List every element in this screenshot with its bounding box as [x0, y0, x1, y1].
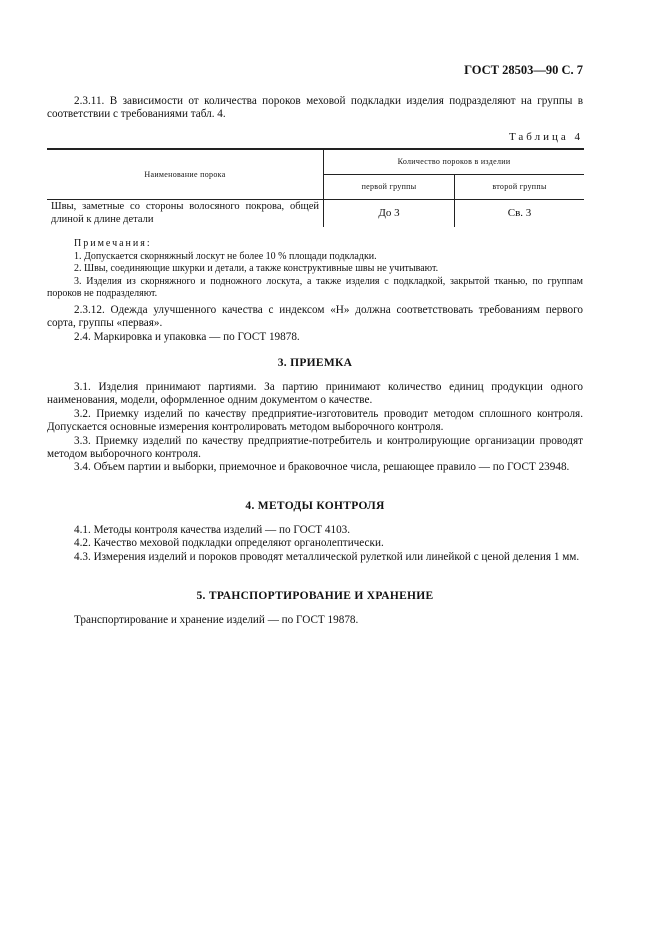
table-4 [47, 148, 584, 227]
section-3-paragraph: 3.1. Изделия принимают партиями. За партию принимают количество единиц продукции одного наименования, модели, оформленное одним документом о качестве. [47, 381, 583, 407]
note-item: 3. Изделия из скорняжного и подножного лоскута, а также изделия с подкладкой, закрытой тканью, по группам пороков не подразделяют. [47, 275, 583, 300]
note-item: 2. Швы, соединяющие шкурки и детали, а также конструктивные швы не учитывают. [74, 263, 439, 275]
notes-title: Примечания: [74, 238, 152, 249]
paragraph-2-3-11: 2.3.11. В зависимости от количества пороков меховой подкладки изделия подразделяют на группы в соответствии с требованиями табл. 4. [47, 95, 583, 121]
page-header: ГОСТ 28503—90 С. 7 [464, 63, 583, 77]
section-4-paragraph: 4.1. Методы контроля качества изделий — по ГОСТ 4103. [74, 524, 351, 536]
section-4-title: 4. МЕТОДЫ КОНТРОЛЯ [245, 500, 385, 512]
table-header-group1: первой группы [324, 174, 455, 199]
paragraph-2-3-12: 2.3.12. Одежда улучшенного качества с индексом «Н» должна соответствовать требованиям первого сорта, группы «первая». [47, 304, 583, 330]
table-header-defect: Наименование порока [47, 149, 324, 199]
section-3-paragraph: 3.4. Объем партии и выборки, приемочное и браковочное числа, решающее правило — по ГОСТ 23948. [74, 461, 570, 474]
section-5-title: 5. ТРАНСПОРТИРОВАНИЕ И ХРАНЕНИЕ [196, 590, 434, 602]
section-5-body [47, 614, 583, 627]
table-cell-group2: Св. 3 [455, 199, 585, 227]
section-3-body [47, 381, 583, 475]
notes-block [47, 238, 583, 301]
table-cell-defect: Швы, заметные со стороны волосяного покрова, общей длиной к длине детали [51, 201, 319, 226]
section-3-title: 3. ПРИЕМКА [277, 357, 353, 369]
section-3-paragraph: 3.2. Приемку изделий по качеству предприятие-изготовитель проводит методом сплошного контроля. Допускается основные измерения контролировать методом выборочного контроля. [47, 407, 583, 434]
section-5-paragraph: Транспортирование и хранение изделий — по ГОСТ 19878. [74, 614, 359, 626]
section-4-paragraph: 4.3. Измерения изделий и пороков проводят металлической рулеткой или линейкой с ценой деления 1 мм. [74, 550, 580, 563]
section-4-body [47, 524, 583, 564]
table-cell-group1: До 3 [324, 199, 455, 227]
table-header-count: Количество пороков в изделии [324, 149, 585, 174]
table-caption: Таблица 4 [508, 131, 583, 143]
section-3-paragraph: 3.3. Приемку изделий по качеству предприятие-потребитель и контролирующие организации проводят методом выборочного контроля. [47, 434, 583, 461]
paragraph-2-4: 2.4. Маркировка и упаковка — по ГОСТ 19878. [74, 331, 300, 343]
table-row [47, 199, 584, 227]
table-header-group2: второй группы [455, 174, 585, 199]
note-item: 1. Допускается скорняжный лоскут не более 10 % площади подкладки. [74, 250, 377, 262]
section-4-paragraph: 4.2. Качество меховой подкладки определяют органолептически. [74, 537, 384, 550]
